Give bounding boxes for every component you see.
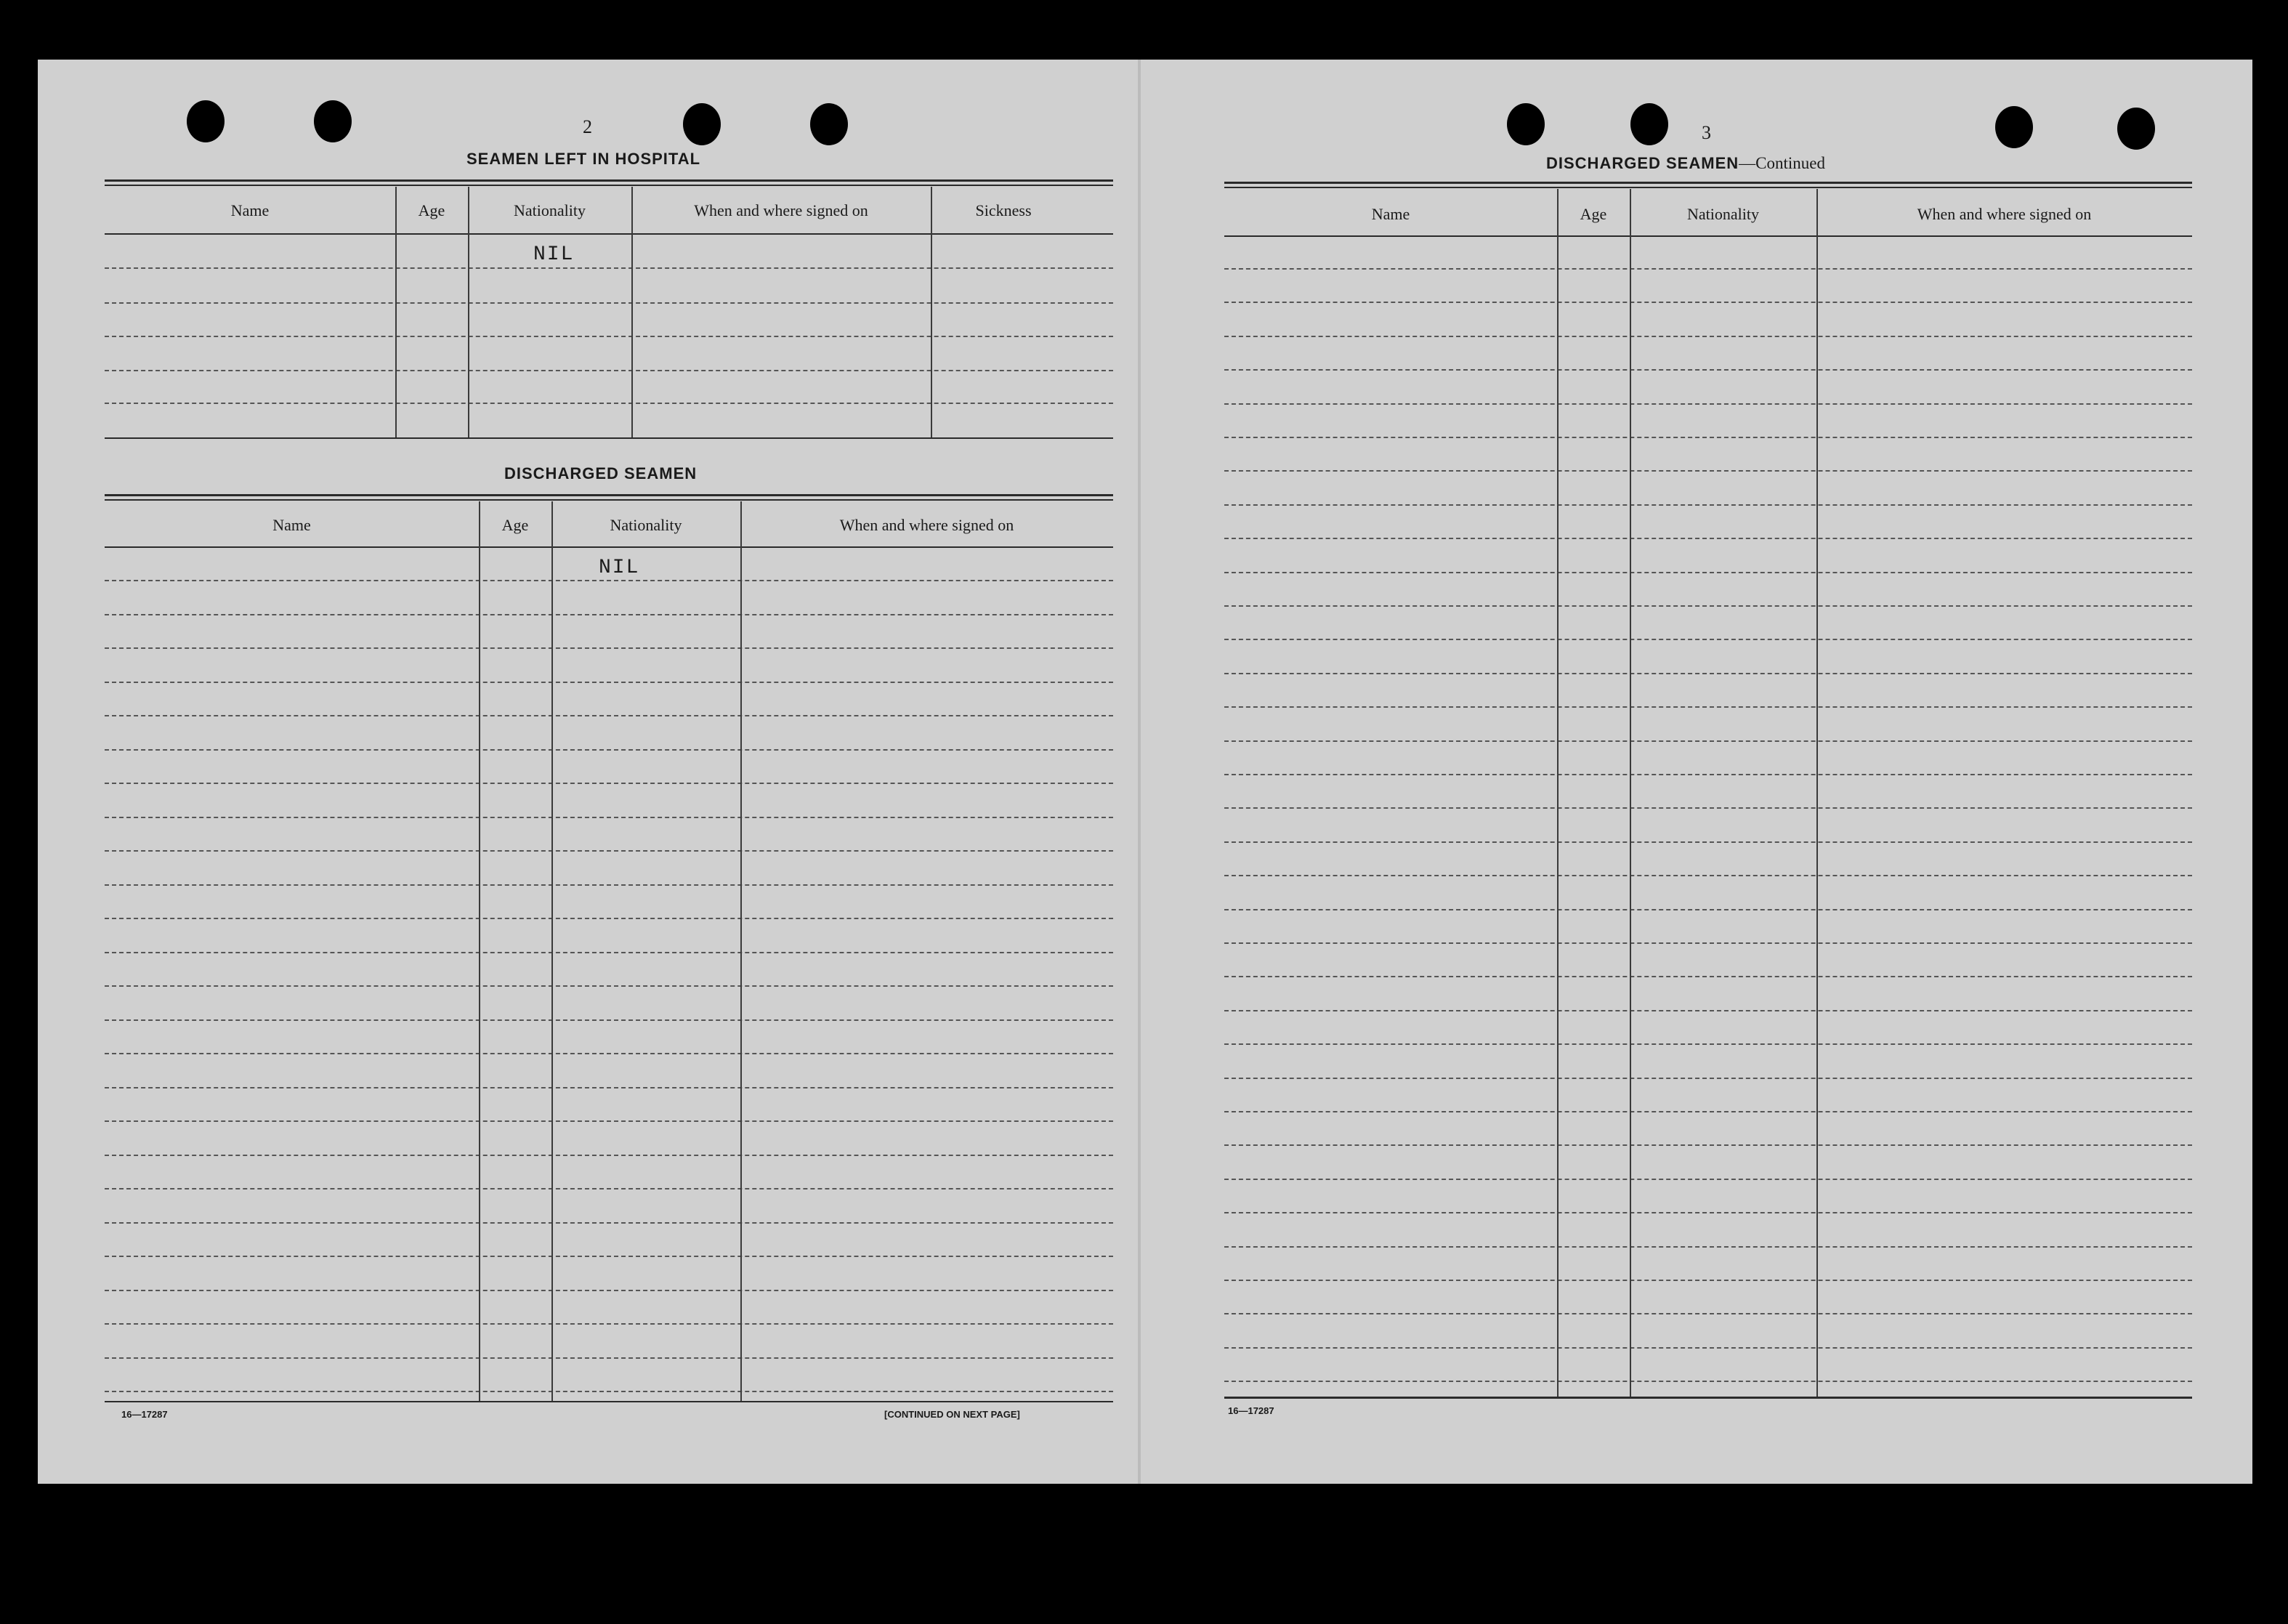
- ruled-row-line: [105, 715, 1113, 716]
- ruled-row-line: [105, 1222, 1113, 1224]
- hospital-table: [105, 179, 1113, 503]
- ruled-row-line: [1224, 1010, 2192, 1011]
- ruled-row-line: [105, 1323, 1113, 1325]
- ruled-row-line: [1224, 1144, 2192, 1146]
- ruled-row-line: [1224, 1381, 2192, 1382]
- ruled-row-line: [1224, 807, 2192, 809]
- column-header-nationality: Nationality: [610, 516, 682, 534]
- column-header-signed-on: When and where signed on: [839, 516, 1014, 534]
- ruled-row-line: [1224, 740, 2192, 742]
- ruled-row-line: [105, 1357, 1113, 1359]
- ruled-row-line: [1224, 504, 2192, 506]
- ruled-row-line: [105, 614, 1113, 615]
- ruled-row-line: [1224, 1313, 2192, 1314]
- ruled-row-line: [1224, 1280, 2192, 1281]
- ruled-row-line: [105, 1120, 1113, 1122]
- ruled-row-line: [1224, 639, 2192, 640]
- ruled-row-line: [1224, 942, 2192, 944]
- punch-hole: [683, 103, 721, 145]
- ruled-row-line: [1224, 909, 2192, 910]
- ruled-row-line: [105, 1256, 1113, 1257]
- ruled-row-line: [1224, 470, 2192, 472]
- punch-hole: [2117, 108, 2155, 150]
- ruled-row-line: [1224, 302, 2192, 303]
- ruled-row-line: [1224, 1179, 2192, 1180]
- form-number: 16—17287: [121, 1409, 168, 1420]
- discharged-continued-title: DISCHARGED SEAMEN—Continued: [1546, 154, 1825, 172]
- ruled-row-line: [1224, 1078, 2192, 1079]
- ruled-row-line: [1224, 1043, 2192, 1045]
- column-header-age: Age: [501, 516, 529, 534]
- ruled-row-line: [105, 1391, 1113, 1392]
- ruled-row-line: [1224, 538, 2192, 539]
- ruled-row-line: [1224, 369, 2192, 371]
- ruled-row-line: [1224, 1111, 2192, 1112]
- ruled-row-line: [105, 817, 1113, 818]
- column-header-name: Name: [1371, 205, 1410, 223]
- column-header-nationality: Nationality: [1687, 205, 1759, 223]
- ruled-row-line: [105, 1188, 1113, 1189]
- ruled-row-line: [105, 884, 1113, 886]
- typed-entry-nil: NIL: [599, 557, 640, 579]
- discharged-table: [105, 494, 1113, 1461]
- discharged-continued-table: [1224, 182, 2192, 1471]
- punch-hole: [1507, 103, 1545, 145]
- ruled-row-line: [105, 1019, 1113, 1021]
- ruled-row-line: [1224, 437, 2192, 438]
- column-header-age: Age: [418, 201, 445, 219]
- ruled-row-line: [1224, 268, 2192, 270]
- ruled-row-line: [105, 580, 1113, 581]
- column-header-signed-on: When and where signed on: [1917, 205, 2092, 223]
- ruled-row-line: [1224, 1347, 2192, 1349]
- ruled-row-line: [105, 783, 1113, 784]
- ruled-row-line: [1224, 875, 2192, 876]
- ruled-row-line: [105, 647, 1113, 649]
- page-number: 3: [1702, 122, 1711, 143]
- column-header-sickness: Sickness: [975, 201, 1032, 219]
- punch-hole: [1995, 106, 2033, 148]
- punch-hole: [1630, 103, 1668, 145]
- ruled-row-line: [105, 749, 1113, 751]
- left-page: [38, 60, 1149, 1484]
- ruled-row-line: [105, 850, 1113, 852]
- page-number: 2: [583, 116, 592, 137]
- typed-entry-nil: NIL: [533, 243, 575, 266]
- punch-hole: [314, 100, 352, 142]
- ruled-row-line: [1224, 774, 2192, 775]
- ruled-row-line: [1224, 403, 2192, 405]
- right-page: [1141, 60, 2252, 1484]
- ruled-row-line: [1224, 673, 2192, 674]
- column-header-name: Name: [230, 201, 270, 219]
- ruled-row-line: [1224, 1212, 2192, 1213]
- column-header-signed-on: When and where signed on: [694, 201, 868, 219]
- ruled-row-line: [105, 985, 1113, 987]
- ruled-row-line: [105, 1155, 1113, 1156]
- column-header-name: Name: [272, 516, 311, 534]
- continued-note: [CONTINUED ON NEXT PAGE]: [884, 1409, 1020, 1420]
- ruled-row-line: [1224, 1246, 2192, 1248]
- ruled-row-line: [105, 682, 1113, 683]
- ruled-row-line: [1224, 841, 2192, 843]
- discharged-section-title: DISCHARGED SEAMEN: [504, 464, 698, 482]
- ruled-row-line: [1224, 605, 2192, 607]
- ruled-row-line: [1224, 572, 2192, 573]
- ruled-row-line: [1224, 976, 2192, 977]
- form-number: 16—17287: [1228, 1405, 1274, 1416]
- hospital-section-title: SEAMEN LEFT IN HOSPITAL: [466, 150, 701, 168]
- ruled-row-line: [105, 1087, 1113, 1088]
- ruled-row-line: [1224, 706, 2192, 708]
- punch-hole: [810, 103, 848, 145]
- ruled-row-line: [105, 952, 1113, 953]
- ruled-row-line: [105, 1290, 1113, 1291]
- ruled-row-line: [105, 918, 1113, 919]
- ruled-row-line: [105, 1053, 1113, 1054]
- column-header-age: Age: [1580, 205, 1607, 223]
- punch-hole: [187, 100, 225, 142]
- column-header-nationality: Nationality: [514, 201, 586, 219]
- ruled-row-line: [1224, 336, 2192, 337]
